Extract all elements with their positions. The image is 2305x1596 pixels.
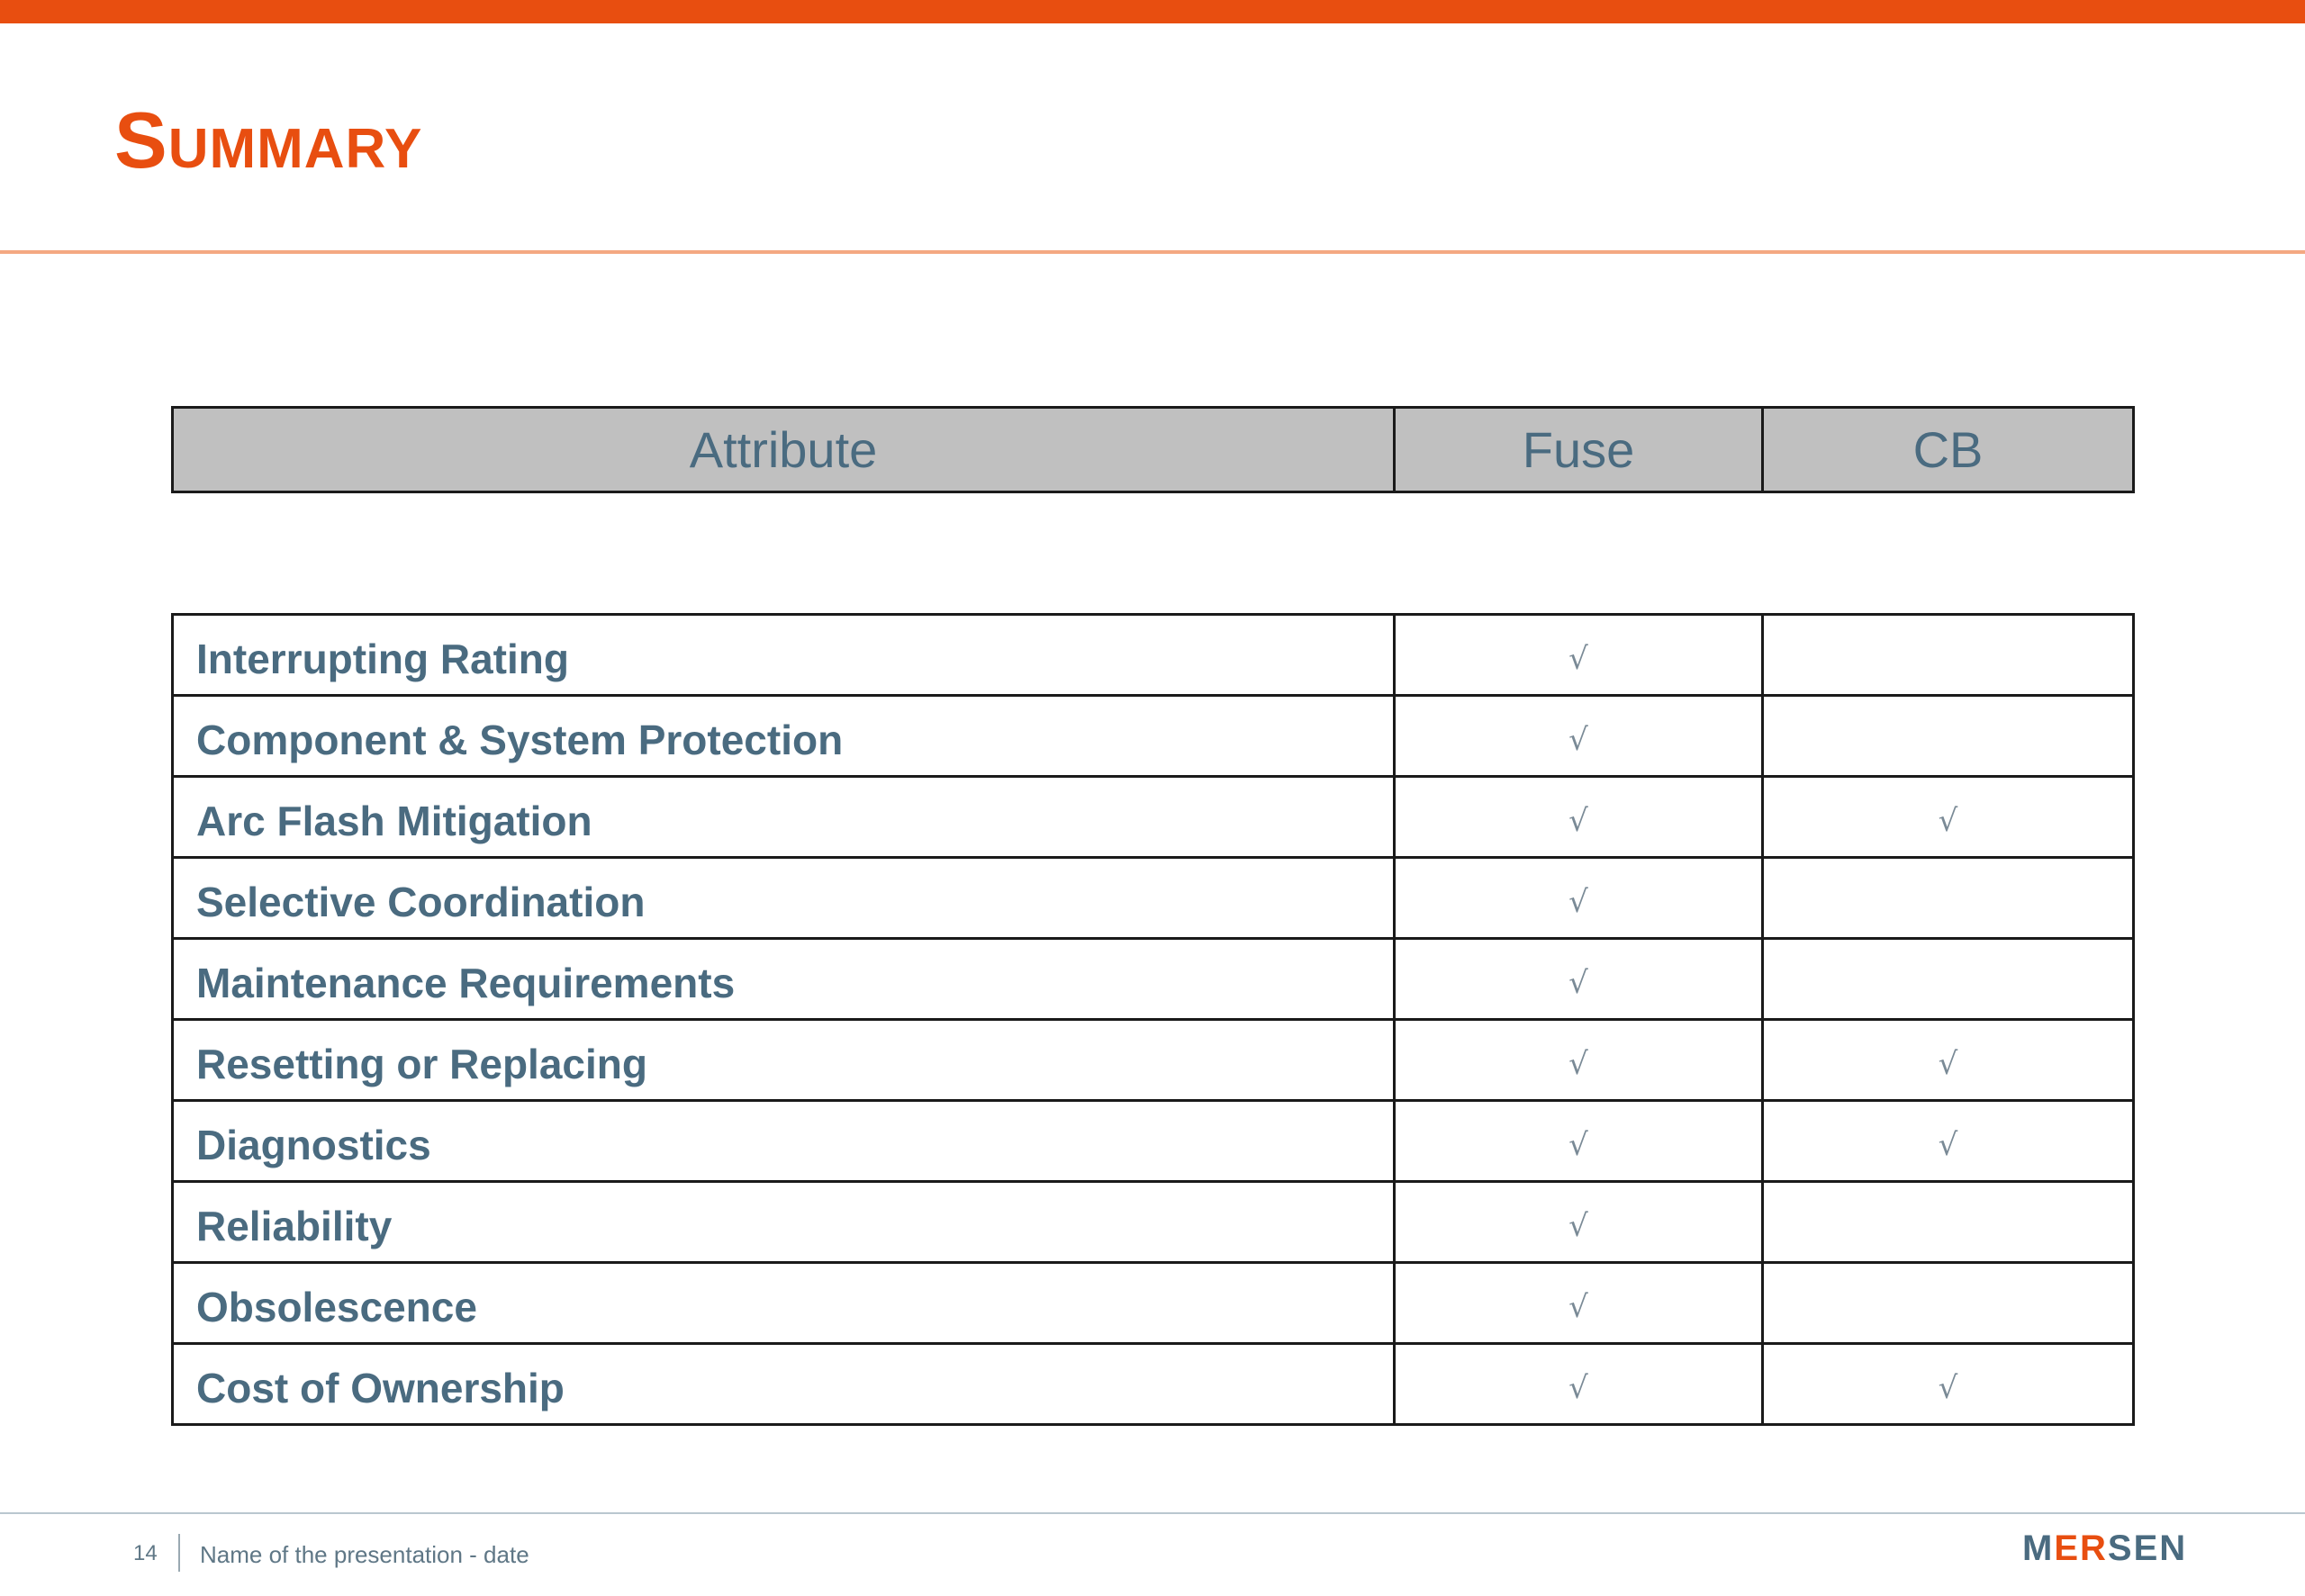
header-attribute: Attribute bbox=[173, 408, 1395, 492]
attribute-cell: Selective Coordination bbox=[173, 858, 1395, 939]
attribute-cell: Resetting or Replacing bbox=[173, 1020, 1395, 1101]
attribute-cell: Component & System Protection bbox=[173, 696, 1395, 777]
attribute-cell: Obsolescence bbox=[173, 1263, 1395, 1344]
cb-check-cell bbox=[1763, 1263, 2134, 1344]
fuse-check-cell: √ bbox=[1395, 696, 1763, 777]
attribute-cell: Diagnostics bbox=[173, 1101, 1395, 1182]
cb-check-cell bbox=[1763, 615, 2134, 696]
cb-check-cell: √ bbox=[1763, 1344, 2134, 1425]
footer-divider bbox=[0, 1512, 2305, 1514]
attribute-cell: Cost of Ownership bbox=[173, 1344, 1395, 1425]
table-row bbox=[173, 615, 2134, 696]
comparison-body-table bbox=[171, 613, 2135, 1426]
header-fuse: Fuse bbox=[1395, 408, 1763, 492]
table-row bbox=[173, 696, 2134, 777]
table-row bbox=[173, 1101, 2134, 1182]
cb-check-cell bbox=[1763, 1182, 2134, 1263]
cb-check-cell bbox=[1763, 858, 2134, 939]
fuse-check-cell: √ bbox=[1395, 615, 1763, 696]
page-number: 14 bbox=[133, 1541, 158, 1565]
title-divider bbox=[0, 250, 2305, 254]
logo-text: MERSEN bbox=[2022, 1528, 2188, 1568]
table-row bbox=[173, 858, 2134, 939]
table-row bbox=[173, 939, 2134, 1020]
cb-check-cell: √ bbox=[1763, 1020, 2134, 1101]
fuse-check-cell: √ bbox=[1395, 1182, 1763, 1263]
footer-separator bbox=[178, 1534, 180, 1572]
fuse-check-cell: √ bbox=[1395, 858, 1763, 939]
comparison-header-table bbox=[171, 406, 2135, 493]
table-row bbox=[173, 1344, 2134, 1425]
table-row bbox=[173, 1182, 2134, 1263]
table-row bbox=[173, 1263, 2134, 1344]
table-row bbox=[173, 777, 2134, 858]
cb-check-cell: √ bbox=[1763, 1101, 2134, 1182]
fuse-check-cell: √ bbox=[1395, 1263, 1763, 1344]
attribute-cell: Arc Flash Mitigation bbox=[173, 777, 1395, 858]
table-row bbox=[173, 1020, 2134, 1101]
fuse-check-cell: √ bbox=[1395, 1344, 1763, 1425]
fuse-check-cell: √ bbox=[1395, 939, 1763, 1020]
attribute-cell: Reliability bbox=[173, 1182, 1395, 1263]
cb-check-cell bbox=[1763, 696, 2134, 777]
footer-presentation-name: Name of the presentation - date bbox=[200, 1541, 529, 1568]
top-accent-bar bbox=[0, 0, 2305, 23]
fuse-check-cell: √ bbox=[1395, 777, 1763, 858]
fuse-check-cell: √ bbox=[1395, 1101, 1763, 1182]
fuse-check-cell: √ bbox=[1395, 1020, 1763, 1101]
mersen-logo bbox=[2022, 1527, 2202, 1579]
attribute-cell: Interrupting Rating bbox=[173, 615, 1395, 696]
header-row bbox=[173, 408, 2134, 492]
attribute-cell: Maintenance Requirements bbox=[173, 939, 1395, 1020]
slide-title: Summary bbox=[114, 95, 423, 185]
header-cb: CB bbox=[1763, 408, 2134, 492]
cb-check-cell bbox=[1763, 939, 2134, 1020]
cb-check-cell: √ bbox=[1763, 777, 2134, 858]
